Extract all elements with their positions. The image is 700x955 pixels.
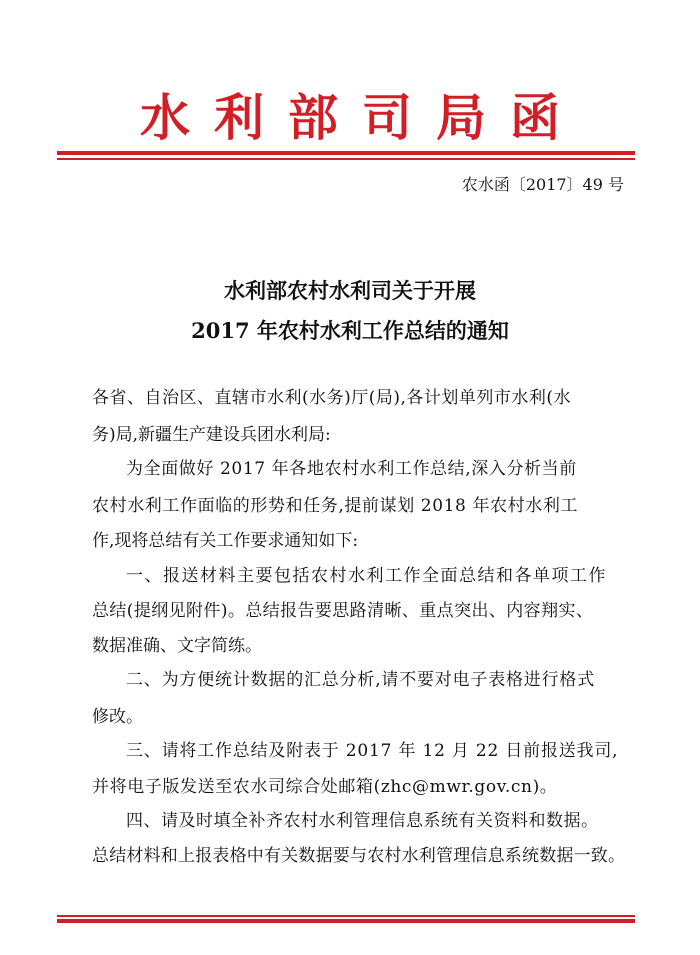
body-line: 三、请将工作总结及附表于 2017 年 12 月 22 日前报送我司, xyxy=(126,741,619,761)
header-red-rule-thin xyxy=(57,158,635,160)
document-number: 农水函〔2017〕49 号 xyxy=(461,175,624,194)
header-red-rule-thick xyxy=(57,151,635,155)
body-line: 二、为方便统计数据的汇总分析,请不要对电子表格进行格式 xyxy=(126,670,596,690)
body-line: 各省、自治区、直辖市水利(水务)厅(局),各计划单列市水利(水 xyxy=(92,388,572,408)
body-line: 务)局,新疆生产建设兵团水利局: xyxy=(92,425,331,445)
body-line: 并将电子版发送至农水司综合处邮箱(zhc@mwr.gov.cn)。 xyxy=(92,777,558,797)
body-line: 总结材料和上报表格中有关数据要与农村水利管理信息系统数据一致。 xyxy=(92,846,626,866)
body-line: 四、请及时填全补齐农村水利管理信息系统有关资料和数据。 xyxy=(126,811,599,831)
body-line: 为全面做好 2017 年各地农村水利工作总结,深入分析当前 xyxy=(126,459,577,479)
body-line: 作,现将总结有关工作要求通知如下: xyxy=(92,531,359,551)
body-line: 农村水利工作面临的形势和任务,提前谋划 2018 年农村水利工 xyxy=(92,496,579,516)
masthead-title: 水利部司局函 xyxy=(140,88,584,147)
document-title-line-2: 2017 年农村水利工作总结的通知 xyxy=(191,318,509,343)
document-title-line-1: 水利部农村水利司关于开展 xyxy=(224,278,476,303)
footer-red-rule-thick xyxy=(57,919,635,923)
footer-red-rule-thin xyxy=(57,915,635,917)
body-line: 修改。 xyxy=(92,707,143,727)
body-line: 一、报送材料主要包括农村水利工作全面总结和各单项工作 xyxy=(126,566,607,586)
body-line: 数据准确、文字简练。 xyxy=(92,636,262,656)
body-line: 总结(提纲见附件)。总结报告要思路清晰、重点突出、内容翔实、 xyxy=(92,601,594,621)
